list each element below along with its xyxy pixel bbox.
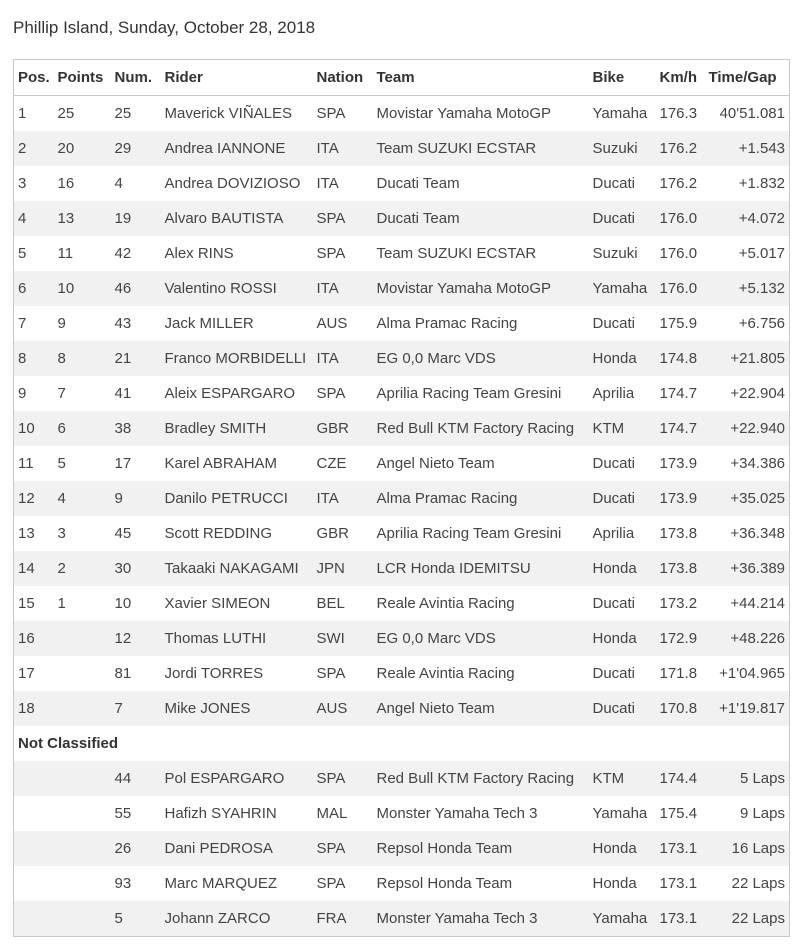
cell-nation: SPA — [313, 761, 373, 796]
cell-time-gap: +36.348 — [705, 516, 790, 551]
cell-nation: CZE — [313, 446, 373, 481]
cell-nation: AUS — [313, 691, 373, 726]
cell-pos — [14, 866, 54, 901]
cell-kmh: 176.0 — [656, 201, 705, 236]
col-header-pos: Pos. — [14, 60, 54, 96]
cell-pos: 11 — [14, 446, 54, 481]
cell-kmh: 176.0 — [656, 271, 705, 306]
cell-kmh: 170.8 — [656, 691, 705, 726]
cell-team: Movistar Yamaha MotoGP — [373, 96, 589, 132]
cell-points: 10 — [54, 271, 111, 306]
cell-nation: SPA — [313, 96, 373, 132]
results-body — [14, 96, 790, 937]
result-row — [14, 516, 790, 551]
cell-kmh: 173.9 — [656, 481, 705, 516]
cell-pos: 6 — [14, 271, 54, 306]
cell-time-gap: +44.214 — [705, 586, 790, 621]
not-classified-section-row — [14, 726, 790, 761]
result-row — [14, 341, 790, 376]
cell-nation: ITA — [313, 271, 373, 306]
cell-pos: 8 — [14, 341, 54, 376]
cell-time-gap: +5.017 — [705, 236, 790, 271]
cell-kmh: 173.8 — [656, 516, 705, 551]
cell-num: 17 — [111, 446, 161, 481]
result-row — [14, 656, 790, 691]
cell-nation: AUS — [313, 306, 373, 341]
cell-bike: Ducati — [589, 446, 656, 481]
result-row — [14, 621, 790, 656]
cell-points — [54, 866, 111, 901]
cell-team: Alma Pramac Racing — [373, 481, 589, 516]
cell-kmh: 174.7 — [656, 411, 705, 446]
cell-kmh: 174.8 — [656, 341, 705, 376]
cell-points — [54, 901, 111, 937]
cell-points: 16 — [54, 166, 111, 201]
cell-rider: Marc MARQUEZ — [161, 866, 313, 901]
cell-time-gap: 9 Laps — [705, 796, 790, 831]
result-row — [14, 236, 790, 271]
result-row — [14, 866, 790, 901]
col-header-nation: Nation — [313, 60, 373, 96]
cell-points: 5 — [54, 446, 111, 481]
cell-rider: Karel ABRAHAM — [161, 446, 313, 481]
cell-bike: Honda — [589, 831, 656, 866]
cell-kmh: 176.2 — [656, 131, 705, 166]
result-row — [14, 376, 790, 411]
cell-rider: Andrea IANNONE — [161, 131, 313, 166]
cell-rider: Maverick VIÑALES — [161, 96, 313, 132]
cell-kmh: 171.8 — [656, 656, 705, 691]
cell-bike: Ducati — [589, 691, 656, 726]
cell-time-gap: +5.132 — [705, 271, 790, 306]
cell-bike: Honda — [589, 551, 656, 586]
cell-time-gap: +6.756 — [705, 306, 790, 341]
cell-kmh: 173.1 — [656, 866, 705, 901]
cell-kmh: 174.4 — [656, 761, 705, 796]
cell-team: EG 0,0 Marc VDS — [373, 341, 589, 376]
cell-kmh: 173.2 — [656, 586, 705, 621]
cell-team: Angel Nieto Team — [373, 446, 589, 481]
cell-num: 93 — [111, 866, 161, 901]
cell-rider: Thomas LUTHI — [161, 621, 313, 656]
cell-num: 19 — [111, 201, 161, 236]
cell-time-gap: +1'04.965 — [705, 656, 790, 691]
result-row — [14, 166, 790, 201]
cell-bike: Ducati — [589, 656, 656, 691]
cell-num: 42 — [111, 236, 161, 271]
cell-rider: Pol ESPARGARO — [161, 761, 313, 796]
cell-nation: SPA — [313, 656, 373, 691]
cell-bike: Ducati — [589, 306, 656, 341]
result-row — [14, 411, 790, 446]
result-row — [14, 131, 790, 166]
result-row — [14, 691, 790, 726]
cell-points — [54, 621, 111, 656]
cell-team: Reale Avintia Racing — [373, 656, 589, 691]
cell-team: Team SUZUKI ECSTAR — [373, 236, 589, 271]
cell-points: 6 — [54, 411, 111, 446]
cell-num: 45 — [111, 516, 161, 551]
cell-time-gap: +22.940 — [705, 411, 790, 446]
cell-pos: 9 — [14, 376, 54, 411]
cell-team: Ducati Team — [373, 201, 589, 236]
cell-team: LCR Honda IDEMITSU — [373, 551, 589, 586]
cell-time-gap: +4.072 — [705, 201, 790, 236]
cell-rider: Franco MORBIDELLI — [161, 341, 313, 376]
cell-kmh: 173.1 — [656, 831, 705, 866]
cell-rider: Bradley SMITH — [161, 411, 313, 446]
cell-rider: Xavier SIMEON — [161, 586, 313, 621]
cell-pos: 4 — [14, 201, 54, 236]
cell-bike: Yamaha — [589, 96, 656, 132]
cell-team: Team SUZUKI ECSTAR — [373, 131, 589, 166]
cell-num: 10 — [111, 586, 161, 621]
cell-num: 55 — [111, 796, 161, 831]
cell-pos: 15 — [14, 586, 54, 621]
cell-nation: ITA — [313, 481, 373, 516]
cell-team: Repsol Honda Team — [373, 831, 589, 866]
cell-nation: SPA — [313, 866, 373, 901]
cell-pos: 16 — [14, 621, 54, 656]
cell-time-gap: 40'51.081 — [705, 96, 790, 132]
cell-pos: 10 — [14, 411, 54, 446]
cell-rider: Mike JONES — [161, 691, 313, 726]
cell-bike: Ducati — [589, 201, 656, 236]
cell-points: 1 — [54, 586, 111, 621]
cell-bike: Honda — [589, 341, 656, 376]
col-header-num: Num. — [111, 60, 161, 96]
cell-kmh: 175.9 — [656, 306, 705, 341]
cell-nation: MAL — [313, 796, 373, 831]
cell-num: 44 — [111, 761, 161, 796]
result-row — [14, 96, 790, 132]
cell-time-gap: +1'19.817 — [705, 691, 790, 726]
cell-points: 3 — [54, 516, 111, 551]
cell-bike: Suzuki — [589, 236, 656, 271]
cell-rider: Scott REDDING — [161, 516, 313, 551]
cell-nation: ITA — [313, 341, 373, 376]
cell-time-gap: +34.386 — [705, 446, 790, 481]
cell-rider: Aleix ESPARGARO — [161, 376, 313, 411]
cell-num: 21 — [111, 341, 161, 376]
cell-pos: 13 — [14, 516, 54, 551]
cell-bike: Ducati — [589, 166, 656, 201]
cell-nation: ITA — [313, 131, 373, 166]
cell-rider: Dani PEDROSA — [161, 831, 313, 866]
cell-points: 13 — [54, 201, 111, 236]
cell-points — [54, 796, 111, 831]
result-row — [14, 901, 790, 937]
cell-time-gap: +48.226 — [705, 621, 790, 656]
result-row — [14, 306, 790, 341]
result-row — [14, 796, 790, 831]
result-row — [14, 551, 790, 586]
cell-bike: Yamaha — [589, 796, 656, 831]
cell-bike: Aprilia — [589, 516, 656, 551]
col-header-points: Points — [54, 60, 111, 96]
cell-points: 9 — [54, 306, 111, 341]
cell-bike: Aprilia — [589, 376, 656, 411]
cell-rider: Danilo PETRUCCI — [161, 481, 313, 516]
cell-nation: GBR — [313, 516, 373, 551]
cell-team: Movistar Yamaha MotoGP — [373, 271, 589, 306]
cell-nation: JPN — [313, 551, 373, 586]
cell-kmh: 173.8 — [656, 551, 705, 586]
cell-points: 2 — [54, 551, 111, 586]
cell-team: Reale Avintia Racing — [373, 586, 589, 621]
cell-pos — [14, 901, 54, 937]
result-row — [14, 831, 790, 866]
cell-num: 30 — [111, 551, 161, 586]
cell-nation: ITA — [313, 166, 373, 201]
cell-time-gap: +22.904 — [705, 376, 790, 411]
cell-num: 25 — [111, 96, 161, 132]
cell-kmh: 174.7 — [656, 376, 705, 411]
cell-team: Ducati Team — [373, 166, 589, 201]
col-header-kmh: Km/h — [656, 60, 705, 96]
cell-pos: 1 — [14, 96, 54, 132]
cell-nation: GBR — [313, 411, 373, 446]
cell-nation: SPA — [313, 376, 373, 411]
cell-team: Angel Nieto Team — [373, 691, 589, 726]
cell-nation: SPA — [313, 201, 373, 236]
cell-num: 7 — [111, 691, 161, 726]
cell-num: 46 — [111, 271, 161, 306]
cell-num: 41 — [111, 376, 161, 411]
cell-pos: 7 — [14, 306, 54, 341]
cell-pos: 18 — [14, 691, 54, 726]
cell-nation: SPA — [313, 831, 373, 866]
cell-team: Aprilia Racing Team Gresini — [373, 376, 589, 411]
cell-pos: 3 — [14, 166, 54, 201]
cell-pos: 2 — [14, 131, 54, 166]
result-row — [14, 761, 790, 796]
cell-points: 25 — [54, 96, 111, 132]
cell-bike: KTM — [589, 411, 656, 446]
cell-num: 12 — [111, 621, 161, 656]
cell-time-gap: 22 Laps — [705, 901, 790, 937]
cell-rider: Jack MILLER — [161, 306, 313, 341]
result-row — [14, 446, 790, 481]
cell-team: Aprilia Racing Team Gresini — [373, 516, 589, 551]
cell-points: 4 — [54, 481, 111, 516]
cell-pos: 12 — [14, 481, 54, 516]
cell-points: 11 — [54, 236, 111, 271]
cell-pos: 14 — [14, 551, 54, 586]
race-caption: Phillip Island, Sunday, October 28, 2018 — [13, 18, 316, 37]
cell-num: 9 — [111, 481, 161, 516]
cell-team: Monster Yamaha Tech 3 — [373, 901, 589, 937]
cell-rider: Johann ZARCO — [161, 901, 313, 937]
cell-pos: 17 — [14, 656, 54, 691]
cell-time-gap: +21.805 — [705, 341, 790, 376]
cell-team: Red Bull KTM Factory Racing — [373, 411, 589, 446]
col-header-bike: Bike — [589, 60, 656, 96]
cell-bike: Ducati — [589, 586, 656, 621]
result-row — [14, 271, 790, 306]
cell-num: 38 — [111, 411, 161, 446]
cell-kmh: 173.1 — [656, 901, 705, 937]
cell-kmh: 172.9 — [656, 621, 705, 656]
results-table — [13, 59, 790, 937]
cell-time-gap: 22 Laps — [705, 866, 790, 901]
cell-team: Red Bull KTM Factory Racing — [373, 761, 589, 796]
cell-rider: Alex RINS — [161, 236, 313, 271]
cell-time-gap: +1.543 — [705, 131, 790, 166]
cell-time-gap: +36.389 — [705, 551, 790, 586]
cell-pos — [14, 761, 54, 796]
cell-time-gap: 5 Laps — [705, 761, 790, 796]
col-header-rider: Rider — [161, 60, 313, 96]
cell-team: Alma Pramac Racing — [373, 306, 589, 341]
cell-rider: Jordi TORRES — [161, 656, 313, 691]
cell-points — [54, 831, 111, 866]
cell-bike: Suzuki — [589, 131, 656, 166]
cell-rider: Andrea DOVIZIOSO — [161, 166, 313, 201]
cell-pos — [14, 831, 54, 866]
cell-bike: Honda — [589, 621, 656, 656]
cell-bike: Yamaha — [589, 271, 656, 306]
cell-points — [54, 691, 111, 726]
result-row — [14, 481, 790, 516]
cell-kmh: 176.2 — [656, 166, 705, 201]
cell-points: 7 — [54, 376, 111, 411]
cell-rider: Hafizh SYAHRIN — [161, 796, 313, 831]
cell-bike: Honda — [589, 866, 656, 901]
cell-pos — [14, 796, 54, 831]
cell-rider: Alvaro BAUTISTA — [161, 201, 313, 236]
cell-kmh: 173.9 — [656, 446, 705, 481]
cell-rider: Takaaki NAKAGAMI — [161, 551, 313, 586]
cell-num: 29 — [111, 131, 161, 166]
cell-nation: SPA — [313, 236, 373, 271]
cell-bike: KTM — [589, 761, 656, 796]
cell-rider: Valentino ROSSI — [161, 271, 313, 306]
result-row — [14, 201, 790, 236]
table-header-row — [14, 60, 790, 96]
cell-points — [54, 656, 111, 691]
cell-points — [54, 761, 111, 796]
result-row — [14, 586, 790, 621]
cell-num: 43 — [111, 306, 161, 341]
cell-nation: SWI — [313, 621, 373, 656]
cell-num: 4 — [111, 166, 161, 201]
not-classified-heading: Not Classified — [14, 726, 790, 761]
cell-team: EG 0,0 Marc VDS — [373, 621, 589, 656]
cell-pos: 5 — [14, 236, 54, 271]
cell-nation: FRA — [313, 901, 373, 937]
cell-kmh: 176.0 — [656, 236, 705, 271]
cell-kmh: 176.3 — [656, 96, 705, 132]
cell-kmh: 175.4 — [656, 796, 705, 831]
cell-team: Monster Yamaha Tech 3 — [373, 796, 589, 831]
col-header-time-gap: Time/Gap — [705, 60, 790, 96]
cell-nation: BEL — [313, 586, 373, 621]
cell-num: 5 — [111, 901, 161, 937]
cell-num: 26 — [111, 831, 161, 866]
cell-time-gap: +35.025 — [705, 481, 790, 516]
cell-num: 81 — [111, 656, 161, 691]
cell-time-gap: 16 Laps — [705, 831, 790, 866]
cell-time-gap: +1.832 — [705, 166, 790, 201]
col-header-team: Team — [373, 60, 589, 96]
cell-bike: Ducati — [589, 481, 656, 516]
cell-points: 20 — [54, 131, 111, 166]
cell-bike: Yamaha — [589, 901, 656, 937]
cell-team: Repsol Honda Team — [373, 866, 589, 901]
cell-points: 8 — [54, 341, 111, 376]
